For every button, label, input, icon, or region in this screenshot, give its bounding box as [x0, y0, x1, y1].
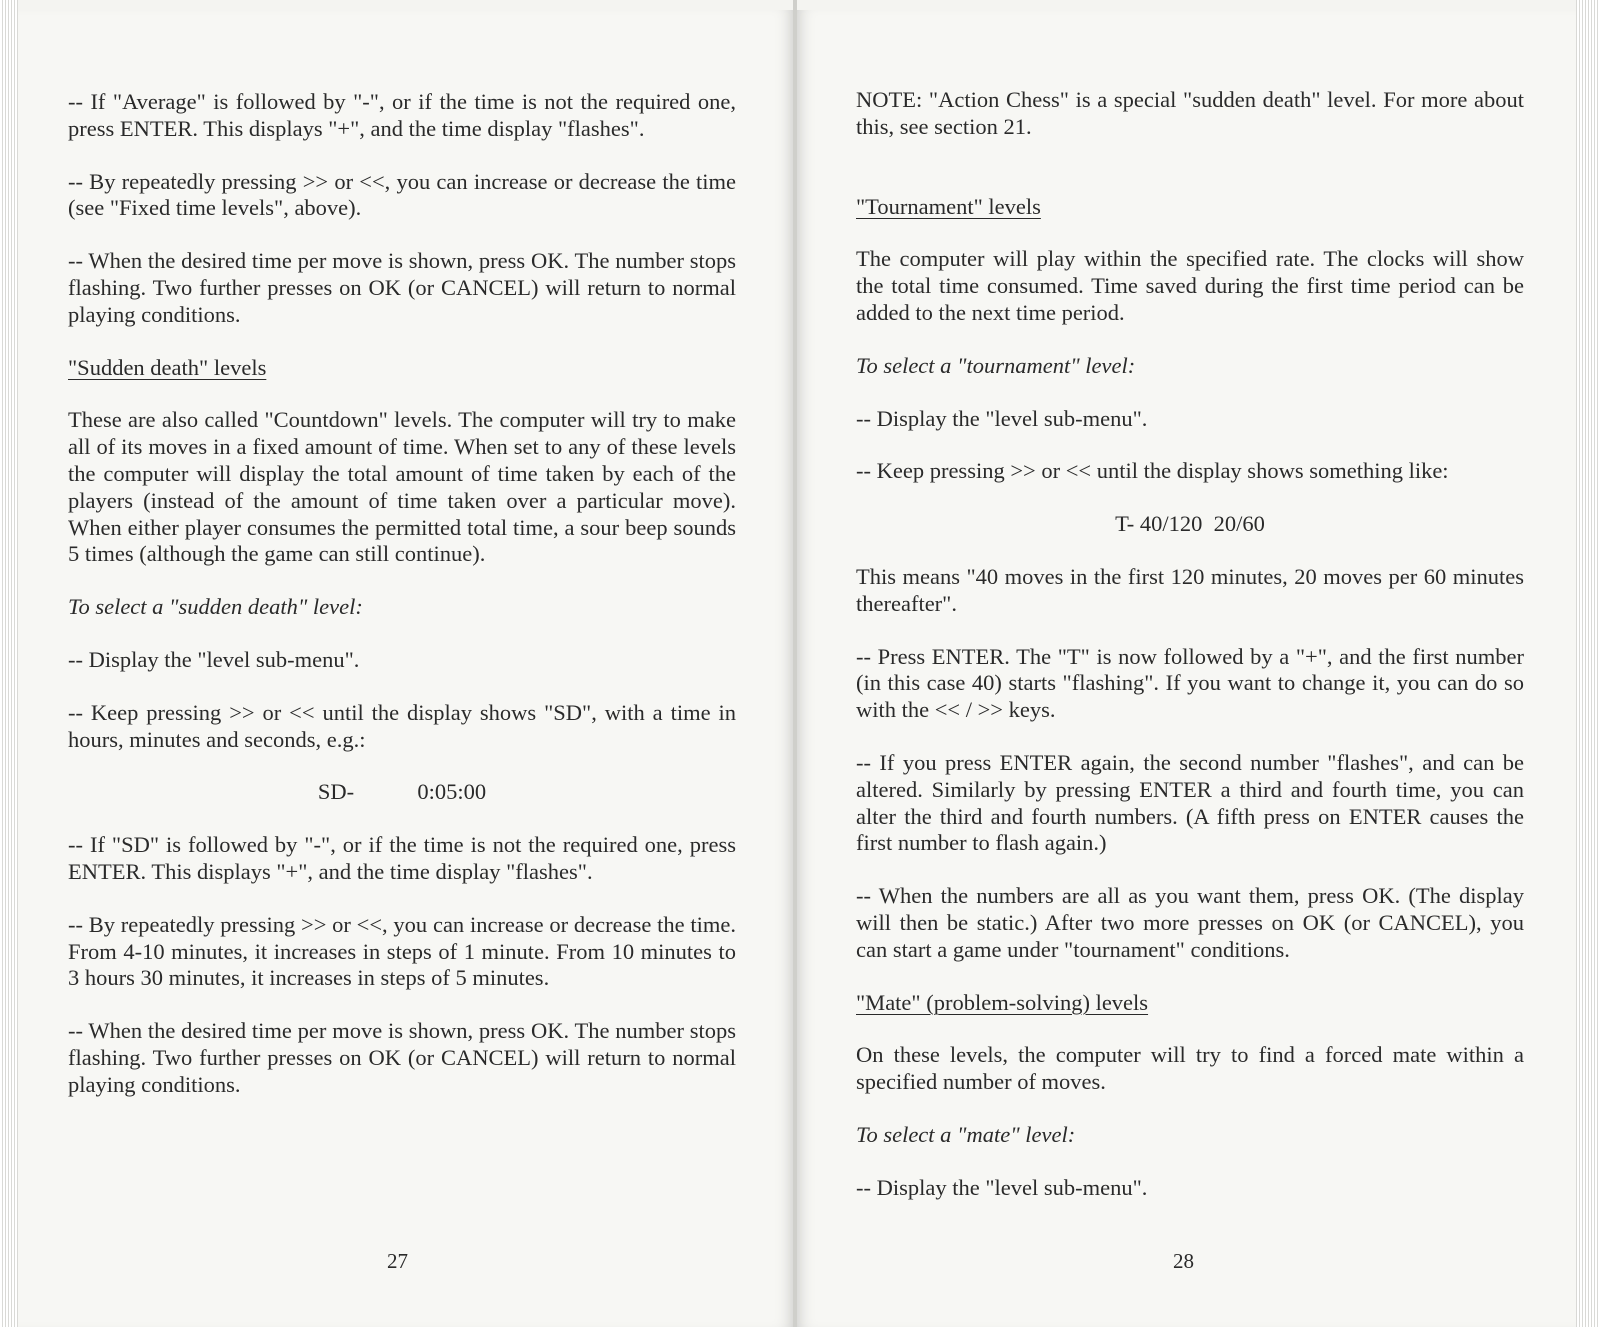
- right-page-text: [856, 87, 1524, 1202]
- page-number-right: 28: [1173, 1249, 1194, 1273]
- paragraph: -- Display the "level sub-menu".: [856, 405, 1148, 431]
- paragraph: -- Press ENTER. The "T" is now followed by a "+", and the first number (in this case 40) starts "flashing". If you want to change it, you can do so with the << / >> keys.: [856, 643, 1524, 723]
- paragraph: On these levels, the computer will try to find a forced mate within a specified number of moves.: [856, 1042, 1524, 1095]
- paragraph: This means "40 moves in the first 120 minutes, 20 moves per 60 minutes thereafter".: [856, 563, 1524, 616]
- paragraph: -- If you press ENTER again, the second number "flashes", and can be altered. Similarly by pressing ENTER a third and fourth time, you can alter the third and fourth numbers. (A fifth press on ENTER causes the first number to flash again.): [856, 749, 1524, 856]
- paragraph: -- By repeatedly pressing >> or <<, you can increase or decrease the time (see "Fixed time levels", above).: [68, 168, 736, 221]
- left-page-text: [68, 89, 736, 1099]
- paragraph: -- Display the "level sub-menu".: [68, 646, 360, 672]
- paragraph: -- Keep pressing >> or << until the display shows something like:: [856, 458, 1449, 484]
- page-edges-left: [0, 0, 18, 1327]
- paragraph: -- If "SD" is followed by "-", or if the time is not the required one, press ENTER. This displays "+", and the time display "flashes".: [68, 832, 736, 884]
- subheading-select-tournament: To select a "tournament" level:: [856, 352, 1136, 378]
- paragraph: -- Keep pressing >> or << until the display shows "SD", with a time in hours, minutes and seconds, e.g.:: [68, 699, 736, 752]
- paragraph: -- Display the "level sub-menu".: [856, 1174, 1148, 1200]
- section-heading-mate: "Mate" (problem-solving) levels: [856, 989, 1149, 1015]
- sd-display-example: [68, 779, 736, 806]
- page-number-left: 27: [387, 1249, 408, 1273]
- sd-time: 0:05:00: [417, 779, 487, 805]
- section-heading-tournament: "Tournament" levels: [856, 193, 1041, 219]
- paragraph: The computer will play within the specified rate. The clocks will show the total time consumed. Time saved during the first time period can be added to the next time period.: [856, 246, 1524, 325]
- sd-label: SD-: [317, 779, 355, 805]
- book-gutter: [793, 0, 797, 1327]
- paragraph: -- When the desired time per move is shown, press OK. The number stops flashing. Two further presses on OK (or CANCEL) will return to normal playing conditions.: [68, 1018, 736, 1097]
- page-edges-right: [1576, 0, 1600, 1327]
- tournament-display-example: T- 40/120 20/60: [1115, 511, 1265, 537]
- paragraph: -- By repeatedly pressing >> or <<, you can increase or decrease the time. From 4-10 minutes, it increases in steps of 1 minute. From 10 minutes to 3 hours 30 minutes, it increases in steps of 5 minutes.: [68, 911, 736, 991]
- section-heading-sudden-death: "Sudden death" levels: [68, 354, 267, 380]
- subheading-select-mate: To select a "mate" level:: [856, 1121, 1076, 1147]
- paragraph: -- When the desired time per move is shown, press OK. The number stops flashing. Two further presses on OK (or CANCEL) will return to normal playing conditions.: [68, 248, 736, 327]
- paragraph: NOTE: "Action Chess" is a special "sudden death" level. For more about this, see section 21.: [856, 87, 1524, 139]
- paragraph: -- If "Average" is followed by "-", or if the time is not the required one, press ENTER. This displays "+", and the time display "flashes".: [68, 89, 736, 141]
- paragraph: -- When the numbers are all as you want them, press OK. (The display will then be static.) After two more presses on OK (or CANCEL), you can start a game under "tournament" conditions.: [856, 883, 1524, 962]
- subheading-select-sudden-death: To select a "sudden death" level:: [68, 594, 363, 620]
- paragraph: These are also called "Countdown" levels. The computer will try to make all of its moves in a fixed amount of time. When set to any of these levels the computer will display the total amount of time taken by each of the players (instead of the amount of time taken over a particular move). When either player consumes the permitted total time, a sour beep sounds 5 times (although the game can still continue).: [68, 407, 736, 567]
